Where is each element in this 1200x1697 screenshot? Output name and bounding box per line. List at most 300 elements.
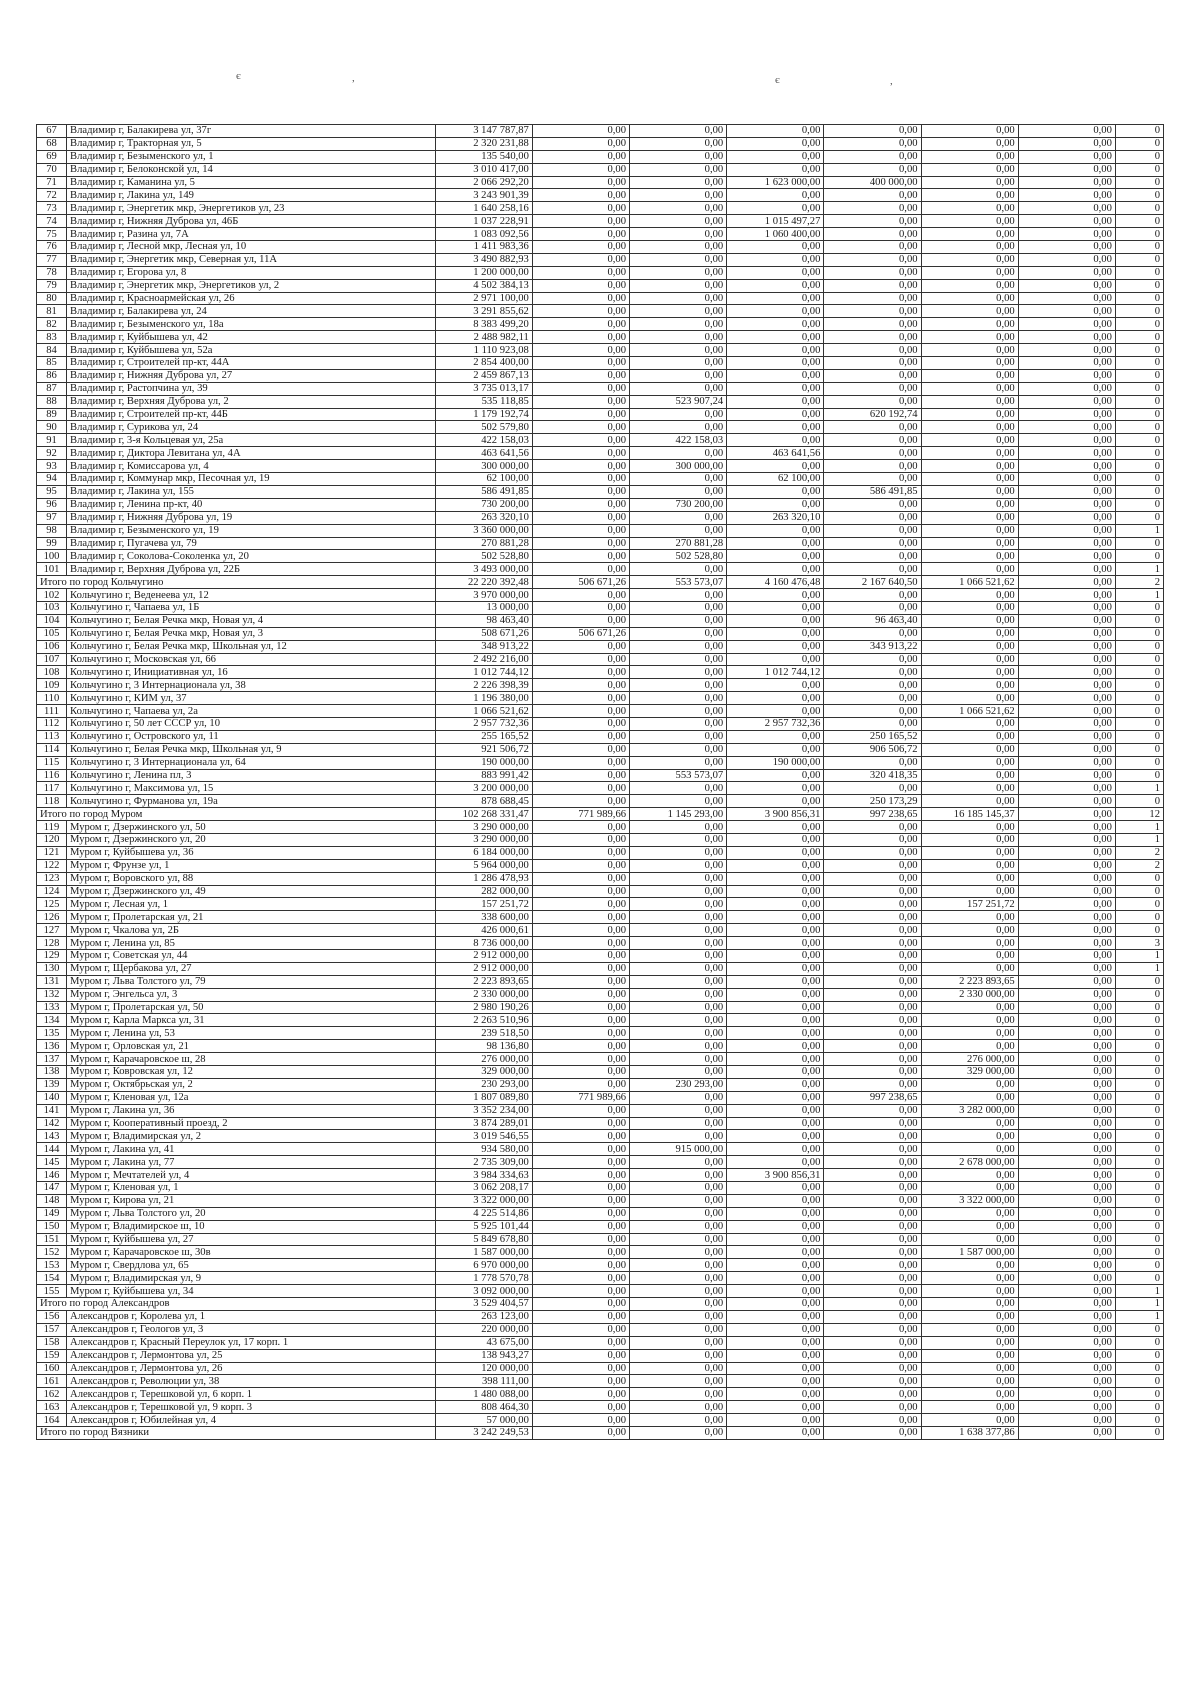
amount-total-cell: 120 000,00 — [435, 1362, 532, 1375]
amount-cell-c7: 0 — [1115, 1053, 1163, 1066]
amount-cell-c4: 0,00 — [824, 369, 921, 382]
amount-cell-c7: 0 — [1115, 666, 1163, 679]
address-cell: Муром г, Карачаровское ш, 28 — [67, 1053, 436, 1066]
amount-cell-c2: 0,00 — [630, 975, 727, 988]
address-cell: Владимир г, Егорова ул, 8 — [67, 266, 436, 279]
amount-cell-c7: 0 — [1115, 344, 1163, 357]
amount-cell-c4: 250 165,52 — [824, 730, 921, 743]
amount-cell-c7: 0 — [1115, 717, 1163, 730]
row-number: 108 — [37, 666, 67, 679]
amount-cell-c6: 0,00 — [1018, 653, 1115, 666]
amount-cell-c6: 0,00 — [1018, 1027, 1115, 1040]
amount-cell-c2: 0,00 — [630, 885, 727, 898]
amount-cell-c4: 0,00 — [824, 1014, 921, 1027]
amount-total-cell: 502 579,80 — [435, 421, 532, 434]
amount-cell-c1: 0,00 — [532, 344, 629, 357]
table-row — [37, 1091, 1164, 1104]
amount-cell-c6: 0,00 — [1018, 228, 1115, 241]
amount-cell-c3: 0,00 — [727, 305, 824, 318]
amount-cell-c2: 0,00 — [630, 692, 727, 705]
table-row — [37, 1104, 1164, 1117]
amount-cell-c1: 0,00 — [532, 1053, 629, 1066]
amount-cell-c4: 0,00 — [824, 756, 921, 769]
address-cell: Муром г, Октябрьская ул, 2 — [67, 1078, 436, 1091]
amount-cell-c4: 0,00 — [824, 1414, 921, 1427]
amount-cell-c3: 0,00 — [727, 318, 824, 331]
amount-cell-c2: 0,00 — [630, 266, 727, 279]
amount-cell-c6: 0,00 — [1018, 1259, 1115, 1272]
amount-cell-c7: 0 — [1115, 369, 1163, 382]
table-row — [37, 846, 1164, 859]
amount-total-cell: 300 000,00 — [435, 460, 532, 473]
table-row — [37, 382, 1164, 395]
amount-cell-c5: 1 066 521,62 — [921, 576, 1018, 589]
amount-cell-c1: 0,00 — [532, 1323, 629, 1336]
table-row — [37, 537, 1164, 550]
row-number: 119 — [37, 821, 67, 834]
register-table — [36, 124, 1164, 1440]
address-cell: Муром г, Льва Толстого ул, 79 — [67, 975, 436, 988]
amount-cell-c3: 0,00 — [727, 1001, 824, 1014]
amount-cell-c6: 0,00 — [1018, 498, 1115, 511]
amount-cell-c5: 0,00 — [921, 331, 1018, 344]
amount-cell-c2: 0,00 — [630, 511, 727, 524]
amount-cell-c6: 0,00 — [1018, 962, 1115, 975]
amount-cell-c1: 0,00 — [532, 821, 629, 834]
amount-cell-c1: 0,00 — [532, 988, 629, 1001]
row-number: 159 — [37, 1349, 67, 1362]
amount-cell-c2: 0,00 — [630, 756, 727, 769]
amount-cell-c5: 0,00 — [921, 950, 1018, 963]
amount-cell-c6: 0,00 — [1018, 743, 1115, 756]
table-row — [37, 705, 1164, 718]
amount-cell-c7: 2 — [1115, 859, 1163, 872]
amount-cell-c1: 0,00 — [532, 1414, 629, 1427]
address-cell: Александров г, Королева ул, 1 — [67, 1310, 436, 1323]
amount-total-cell: 3 322 000,00 — [435, 1194, 532, 1207]
table-row — [37, 1220, 1164, 1233]
address-cell: Муром г, Ленина ул, 85 — [67, 937, 436, 950]
amount-cell-c7: 0 — [1115, 305, 1163, 318]
amount-cell-c1: 0,00 — [532, 1298, 629, 1311]
amount-cell-c6: 0,00 — [1018, 872, 1115, 885]
amount-cell-c3: 62 100,00 — [727, 473, 824, 486]
table-row — [37, 692, 1164, 705]
amount-cell-c4: 96 463,40 — [824, 614, 921, 627]
address-cell: Кольчугино г, 50 лет СССР ул, 10 — [67, 717, 436, 730]
amount-cell-c2: 0,00 — [630, 898, 727, 911]
amount-total-cell: 3 147 787,87 — [435, 125, 532, 138]
table-row — [37, 1310, 1164, 1323]
amount-cell-c3: 0,00 — [727, 253, 824, 266]
table-row — [37, 228, 1164, 241]
amount-cell-c4: 0,00 — [824, 1401, 921, 1414]
row-number: 68 — [37, 137, 67, 150]
amount-cell-c4: 0,00 — [824, 357, 921, 370]
amount-cell-c6: 0,00 — [1018, 357, 1115, 370]
amount-cell-c6: 0,00 — [1018, 1375, 1115, 1388]
amount-cell-c2: 0,00 — [630, 1040, 727, 1053]
amount-total-cell: 2 263 510,96 — [435, 1014, 532, 1027]
address-cell: Муром г, Лесная ул, 1 — [67, 898, 436, 911]
address-cell: Кольчугино г, Чапаева ул, 2а — [67, 705, 436, 718]
amount-cell-c5: 0,00 — [921, 795, 1018, 808]
amount-cell-c1: 0,00 — [532, 357, 629, 370]
amount-total-cell: 3 092 000,00 — [435, 1285, 532, 1298]
amount-total-cell: 1 179 192,74 — [435, 408, 532, 421]
row-number: 121 — [37, 846, 67, 859]
row-number: 107 — [37, 653, 67, 666]
amount-cell-c5: 0,00 — [921, 1233, 1018, 1246]
amount-cell-c2: 0,00 — [630, 1310, 727, 1323]
amount-cell-c6: 0,00 — [1018, 1143, 1115, 1156]
row-number: 139 — [37, 1078, 67, 1091]
amount-cell-c2: 0,00 — [630, 640, 727, 653]
amount-cell-c4: 0,00 — [824, 988, 921, 1001]
amount-cell-c4: 0,00 — [824, 1182, 921, 1195]
address-cell: Кольчугино г, Веденеева ул, 12 — [67, 589, 436, 602]
address-cell: Муром г, Дзержинского ул, 50 — [67, 821, 436, 834]
amount-cell-c7: 0 — [1115, 1272, 1163, 1285]
amount-total-cell: 1 778 570,78 — [435, 1272, 532, 1285]
row-number: 155 — [37, 1285, 67, 1298]
amount-cell-c5: 0,00 — [921, 215, 1018, 228]
amount-cell-c4: 0,00 — [824, 666, 921, 679]
amount-cell-c6: 0,00 — [1018, 189, 1115, 202]
row-number: 73 — [37, 202, 67, 215]
row-number: 136 — [37, 1040, 67, 1053]
address-cell: Владимир г, Балакирева ул, 24 — [67, 305, 436, 318]
amount-total-cell: 3 490 882,93 — [435, 253, 532, 266]
address-cell: Муром г, Орловская ул, 21 — [67, 1040, 436, 1053]
address-cell: Муром г, Льва Толстого ул, 20 — [67, 1207, 436, 1220]
amount-cell-c4: 0,00 — [824, 331, 921, 344]
amount-cell-c7: 0 — [1115, 1091, 1163, 1104]
table-row — [37, 1194, 1164, 1207]
amount-cell-c1: 0,00 — [532, 1001, 629, 1014]
amount-total-cell: 138 943,27 — [435, 1349, 532, 1362]
amount-cell-c4: 0,00 — [824, 1426, 921, 1439]
row-number: 130 — [37, 962, 67, 975]
amount-cell-c4: 0,00 — [824, 1156, 921, 1169]
row-number: 120 — [37, 833, 67, 846]
amount-cell-c3: 0,00 — [727, 1117, 824, 1130]
amount-cell-c5: 0,00 — [921, 1078, 1018, 1091]
row-number: 126 — [37, 911, 67, 924]
amount-cell-c5: 0,00 — [921, 1375, 1018, 1388]
row-number: 117 — [37, 782, 67, 795]
amount-total-cell: 426 000,61 — [435, 924, 532, 937]
amount-cell-c1: 771 989,66 — [532, 1091, 629, 1104]
row-number: 71 — [37, 176, 67, 189]
amount-cell-c6: 0,00 — [1018, 705, 1115, 718]
amount-cell-c5: 276 000,00 — [921, 1053, 1018, 1066]
amount-cell-c4: 0,00 — [824, 846, 921, 859]
amount-cell-c6: 0,00 — [1018, 666, 1115, 679]
amount-cell-c6: 0,00 — [1018, 730, 1115, 743]
amount-total-cell: 4 502 384,13 — [435, 279, 532, 292]
amount-cell-c2: 1 145 293,00 — [630, 808, 727, 821]
amount-cell-c6: 0,00 — [1018, 524, 1115, 537]
scan-mark: , — [890, 75, 893, 87]
amount-cell-c3: 0,00 — [727, 601, 824, 614]
address-cell: Муром г, Дзержинского ул, 20 — [67, 833, 436, 846]
address-cell: Муром г, Советская ул, 44 — [67, 950, 436, 963]
amount-cell-c5: 0,00 — [921, 241, 1018, 254]
amount-total-cell: 1 640 258,16 — [435, 202, 532, 215]
amount-cell-c5: 0,00 — [921, 434, 1018, 447]
amount-cell-c1: 0,00 — [532, 795, 629, 808]
amount-cell-c6: 0,00 — [1018, 924, 1115, 937]
amount-cell-c4: 0,00 — [824, 1233, 921, 1246]
address-cell: Владимир г, Пугачева ул, 79 — [67, 537, 436, 550]
amount-cell-c2: 553 573,07 — [630, 576, 727, 589]
amount-cell-c7: 0 — [1115, 756, 1163, 769]
amount-cell-c2: 0,00 — [630, 421, 727, 434]
amount-cell-c3: 0,00 — [727, 924, 824, 937]
amount-cell-c6: 0,00 — [1018, 473, 1115, 486]
amount-cell-c7: 0 — [1115, 395, 1163, 408]
amount-cell-c3: 0,00 — [727, 589, 824, 602]
amount-cell-c2: 0,00 — [630, 1246, 727, 1259]
address-cell: Владимир г, Лесной мкр, Лесная ул, 10 — [67, 241, 436, 254]
amount-cell-c6: 0,00 — [1018, 1310, 1115, 1323]
amount-total-cell: 57 000,00 — [435, 1414, 532, 1427]
amount-cell-c3: 0,00 — [727, 137, 824, 150]
amount-cell-c7: 0 — [1115, 1362, 1163, 1375]
amount-cell-c4: 0,00 — [824, 821, 921, 834]
amount-total-cell: 3 290 000,00 — [435, 821, 532, 834]
amount-cell-c2: 0,00 — [630, 743, 727, 756]
address-cell: Муром г, Владимирская ул, 9 — [67, 1272, 436, 1285]
amount-cell-c3: 0,00 — [727, 537, 824, 550]
amount-cell-c5: 0,00 — [921, 550, 1018, 563]
amount-cell-c3: 4 160 476,48 — [727, 576, 824, 589]
amount-cell-c5: 0,00 — [921, 1143, 1018, 1156]
amount-total-cell: 2 320 231,88 — [435, 137, 532, 150]
row-number: 70 — [37, 163, 67, 176]
amount-cell-c2: 0,00 — [630, 369, 727, 382]
amount-cell-c1: 0,00 — [532, 395, 629, 408]
amount-cell-c1: 0,00 — [532, 1220, 629, 1233]
amount-cell-c5: 0,00 — [921, 292, 1018, 305]
amount-cell-c7: 2 — [1115, 846, 1163, 859]
amount-cell-c6: 0,00 — [1018, 756, 1115, 769]
table-row — [37, 163, 1164, 176]
amount-cell-c4: 0,00 — [824, 137, 921, 150]
amount-cell-c6: 0,00 — [1018, 1388, 1115, 1401]
amount-cell-c2: 0,00 — [630, 1388, 727, 1401]
amount-cell-c4: 343 913,22 — [824, 640, 921, 653]
amount-cell-c6: 0,00 — [1018, 1362, 1115, 1375]
table-row — [37, 988, 1164, 1001]
amount-cell-c5: 0,00 — [921, 743, 1018, 756]
row-number: 128 — [37, 937, 67, 950]
amount-total-cell: 878 688,45 — [435, 795, 532, 808]
amount-total-cell: 5 849 678,80 — [435, 1233, 532, 1246]
amount-cell-c4: 0,00 — [824, 150, 921, 163]
table-row — [37, 1414, 1164, 1427]
row-number: 101 — [37, 563, 67, 576]
amount-cell-c5: 0,00 — [921, 305, 1018, 318]
amount-cell-c4: 0,00 — [824, 550, 921, 563]
table-row — [37, 1401, 1164, 1414]
amount-total-cell: 282 000,00 — [435, 885, 532, 898]
amount-cell-c4: 0,00 — [824, 537, 921, 550]
amount-cell-c2: 0,00 — [630, 859, 727, 872]
address-cell: Владимир г, Нижняя Дуброва ул, 19 — [67, 511, 436, 524]
address-cell: Владимир г, Верхняя Дуброва ул, 22Б — [67, 563, 436, 576]
amount-cell-c7: 0 — [1115, 1233, 1163, 1246]
amount-cell-c3: 263 320,10 — [727, 511, 824, 524]
amount-cell-c5: 0,00 — [921, 1220, 1018, 1233]
amount-total-cell: 1 587 000,00 — [435, 1246, 532, 1259]
total-row — [37, 1298, 1164, 1311]
amount-cell-c6: 0,00 — [1018, 292, 1115, 305]
table-row — [37, 421, 1164, 434]
table-row — [37, 911, 1164, 924]
total-label: Итого по город Вязники — [37, 1426, 436, 1439]
address-cell: Муром г, Воровского ул, 88 — [67, 872, 436, 885]
amount-cell-c1: 0,00 — [532, 1259, 629, 1272]
amount-cell-c7: 0 — [1115, 1414, 1163, 1427]
amount-total-cell: 102 268 331,47 — [435, 808, 532, 821]
amount-cell-c1: 0,00 — [532, 292, 629, 305]
amount-cell-c7: 0 — [1115, 1246, 1163, 1259]
table-row — [37, 1246, 1164, 1259]
address-cell: Владимир г, Нижняя Дуброва ул, 27 — [67, 369, 436, 382]
amount-cell-c7: 0 — [1115, 228, 1163, 241]
amount-cell-c3: 0,00 — [727, 1053, 824, 1066]
total-row — [37, 576, 1164, 589]
address-cell: Муром г, Энгельса ул, 3 — [67, 988, 436, 1001]
amount-cell-c2: 0,00 — [630, 782, 727, 795]
amount-cell-c7: 0 — [1115, 176, 1163, 189]
amount-cell-c1: 0,00 — [532, 1143, 629, 1156]
amount-cell-c7: 0 — [1115, 885, 1163, 898]
amount-cell-c6: 0,00 — [1018, 782, 1115, 795]
amount-cell-c7: 0 — [1115, 1336, 1163, 1349]
amount-cell-c6: 0,00 — [1018, 898, 1115, 911]
amount-cell-c1: 0,00 — [532, 1130, 629, 1143]
amount-cell-c3: 0,00 — [727, 1194, 824, 1207]
address-cell: Владимир г, Комиссарова ул, 4 — [67, 460, 436, 473]
amount-cell-c4: 0,00 — [824, 885, 921, 898]
amount-cell-c1: 0,00 — [532, 1349, 629, 1362]
amount-cell-c5: 2 223 893,65 — [921, 975, 1018, 988]
row-number: 124 — [37, 885, 67, 898]
amount-cell-c4: 0,00 — [824, 344, 921, 357]
amount-cell-c2: 0,00 — [630, 730, 727, 743]
table-row — [37, 369, 1164, 382]
amount-total-cell: 1 411 983,36 — [435, 241, 532, 254]
amount-cell-c3: 0,00 — [727, 1207, 824, 1220]
amount-total-cell: 2 912 000,00 — [435, 950, 532, 963]
amount-cell-c5: 0,00 — [921, 1414, 1018, 1427]
amount-cell-c2: 0,00 — [630, 1401, 727, 1414]
amount-cell-c7: 0 — [1115, 1207, 1163, 1220]
table-row — [37, 305, 1164, 318]
address-cell: Муром г, Карачаровское ш, 30в — [67, 1246, 436, 1259]
amount-cell-c7: 0 — [1115, 1169, 1163, 1182]
amount-cell-c7: 0 — [1115, 318, 1163, 331]
amount-cell-c6: 0,00 — [1018, 1130, 1115, 1143]
table-row — [37, 589, 1164, 602]
amount-cell-c3: 0,00 — [727, 421, 824, 434]
amount-total-cell: 3 242 249,53 — [435, 1426, 532, 1439]
address-cell: Владимир г, Коммунар мкр, Песочная ул, 19 — [67, 473, 436, 486]
amount-cell-c7: 0 — [1115, 202, 1163, 215]
address-cell: Кольчугино г, Белая Речка мкр, Школьная ул, 12 — [67, 640, 436, 653]
amount-cell-c2: 0,00 — [630, 1027, 727, 1040]
amount-cell-c3: 0,00 — [727, 279, 824, 292]
amount-cell-c7: 0 — [1115, 150, 1163, 163]
amount-cell-c4: 0,00 — [824, 215, 921, 228]
row-number: 142 — [37, 1117, 67, 1130]
amount-cell-c1: 0,00 — [532, 1040, 629, 1053]
amount-cell-c3: 0,00 — [727, 653, 824, 666]
amount-cell-c1: 0,00 — [532, 1375, 629, 1388]
table-row — [37, 898, 1164, 911]
amount-total-cell: 586 491,85 — [435, 485, 532, 498]
table-row — [37, 975, 1164, 988]
address-cell: Кольчугино г, Белая Речка мкр, Новая ул, 3 — [67, 627, 436, 640]
amount-cell-c2: 0,00 — [630, 125, 727, 138]
amount-cell-c5: 0,00 — [921, 821, 1018, 834]
row-number: 76 — [37, 241, 67, 254]
row-number: 147 — [37, 1182, 67, 1195]
amount-cell-c7: 1 — [1115, 1298, 1163, 1311]
amount-cell-c3: 0,00 — [727, 1156, 824, 1169]
table-row — [37, 434, 1164, 447]
amount-cell-c4: 0,00 — [824, 1362, 921, 1375]
amount-total-cell: 8 383 499,20 — [435, 318, 532, 331]
amount-cell-c2: 0,00 — [630, 137, 727, 150]
amount-total-cell: 43 675,00 — [435, 1336, 532, 1349]
address-cell: Александров г, Юбилейная ул, 4 — [67, 1414, 436, 1427]
amount-cell-c3: 0,00 — [727, 163, 824, 176]
amount-cell-c3: 0,00 — [727, 292, 824, 305]
table-row — [37, 563, 1164, 576]
amount-cell-c3: 0,00 — [727, 1375, 824, 1388]
amount-cell-c4: 0,00 — [824, 189, 921, 202]
amount-cell-c1: 0,00 — [532, 1233, 629, 1246]
amount-cell-c3: 0,00 — [727, 563, 824, 576]
amount-cell-c3: 0,00 — [727, 1182, 824, 1195]
amount-cell-c4: 0,00 — [824, 898, 921, 911]
table-row — [37, 601, 1164, 614]
row-number: 123 — [37, 872, 67, 885]
amount-cell-c1: 0,00 — [532, 1117, 629, 1130]
amount-cell-c7: 0 — [1115, 473, 1163, 486]
address-cell: Владимир г, Растопчина ул, 39 — [67, 382, 436, 395]
row-number: 69 — [37, 150, 67, 163]
amount-cell-c1: 0,00 — [532, 769, 629, 782]
amount-cell-c4: 0,00 — [824, 202, 921, 215]
amount-cell-c7: 0 — [1115, 769, 1163, 782]
amount-cell-c2: 0,00 — [630, 344, 727, 357]
amount-cell-c4: 0,00 — [824, 717, 921, 730]
amount-cell-c4: 0,00 — [824, 1336, 921, 1349]
amount-cell-c2: 0,00 — [630, 1207, 727, 1220]
amount-cell-c4: 0,00 — [824, 318, 921, 331]
amount-total-cell: 934 580,00 — [435, 1143, 532, 1156]
amount-cell-c5: 0,00 — [921, 163, 1018, 176]
address-cell: Муром г, Щербакова ул, 27 — [67, 962, 436, 975]
amount-cell-c4: 0,00 — [824, 1220, 921, 1233]
amount-cell-c3: 0,00 — [727, 640, 824, 653]
amount-total-cell: 3 970 000,00 — [435, 589, 532, 602]
